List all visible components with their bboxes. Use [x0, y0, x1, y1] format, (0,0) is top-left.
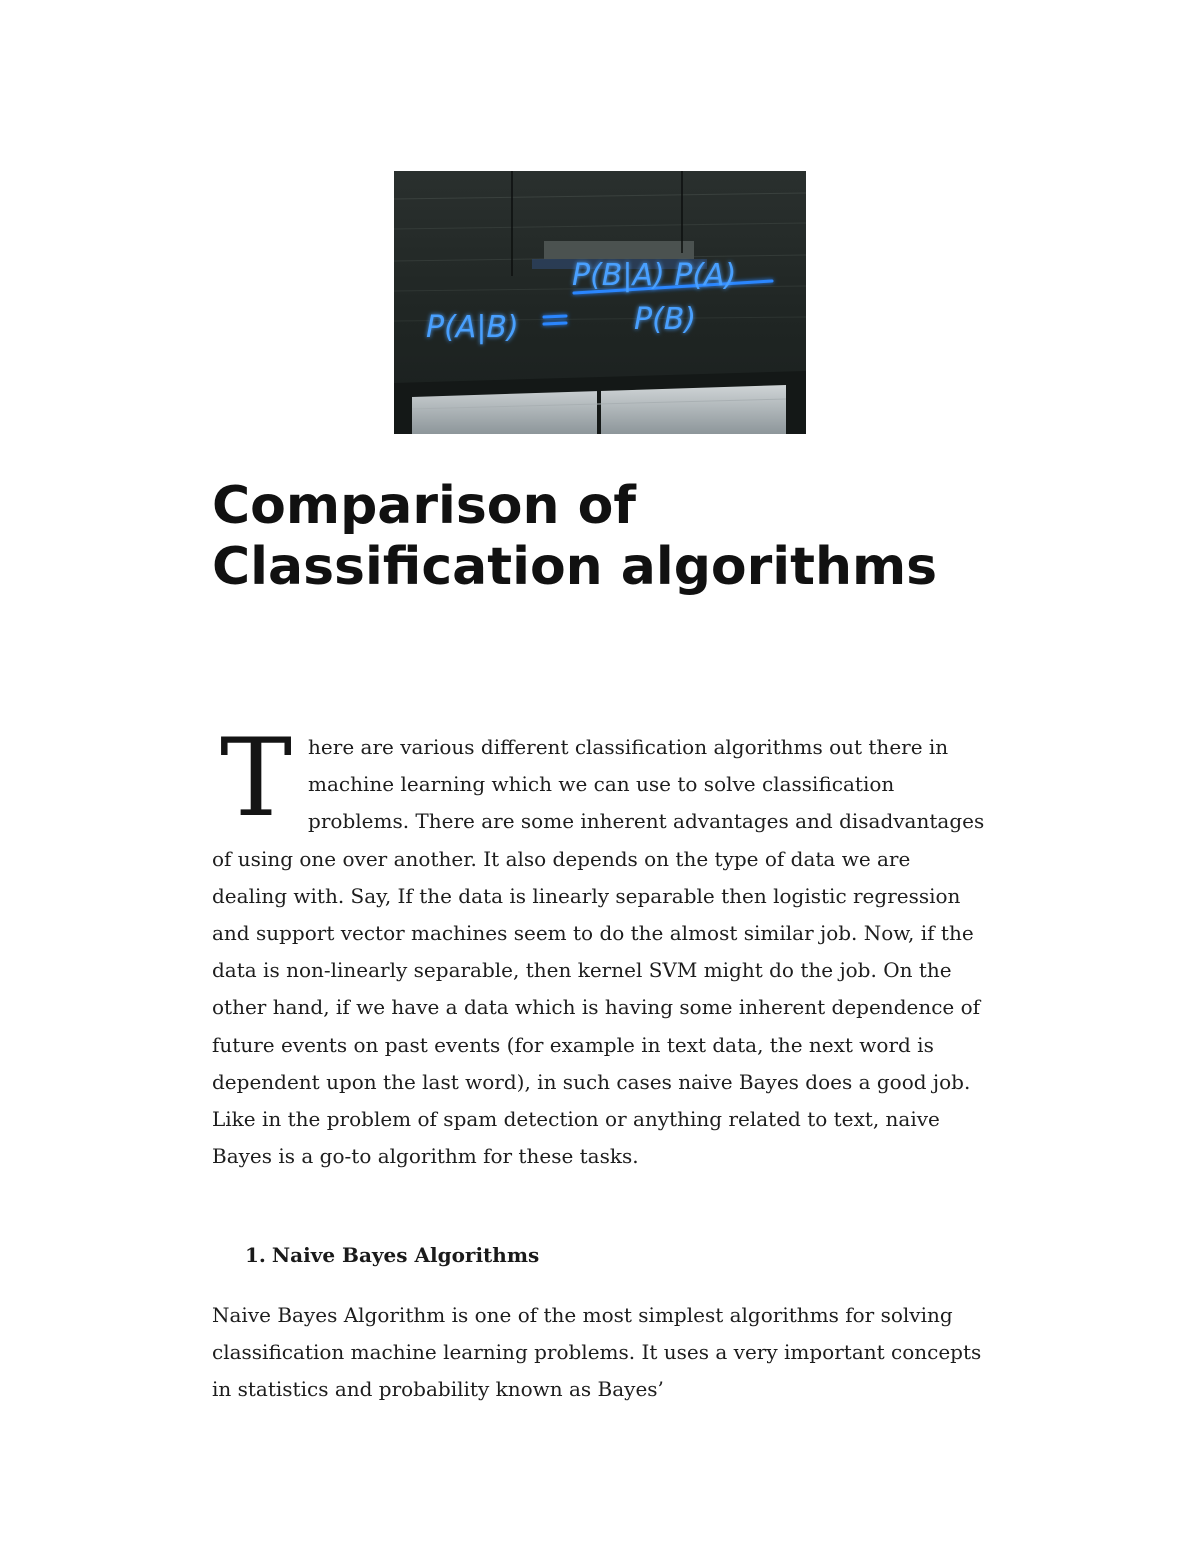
hero-image [394, 171, 806, 434]
section-heading-naive-bayes [245, 1238, 539, 1272]
section-number: 1. [245, 1243, 266, 1267]
formula-lhs: P(A|B) [426, 310, 519, 345]
formula-denominator: P(B) [634, 302, 697, 337]
formula-numerator: P(B|A) P(A) [572, 258, 737, 293]
intro-text: here are various different classification algorithms out there in machine learning which we can use to solve classification problems. There are some inherent advantages and disadvantages of using one over another. It also depends on the type of data we are dealing with. Say, If the data is linearly separable then logistic regression and support vector machines seem to do the almost similar job. Now, if the data is non-linearly separable, then kernel SVM might do the job. On the other hand, if we have a data which is having some inherent dependence of future events on past events (for example in text data, the next word is dependent upon the last word), in such cases naive Bayes does a good job. Like in the problem of spam detection or anything related to text, naive Bayes is a go-to algorithm for these tasks. [212, 735, 985, 1169]
intro-paragraph [212, 716, 987, 1175]
article-title: Comparison of Classification algorithms [212, 476, 938, 597]
bayes-neon-photo [394, 171, 806, 434]
drop-cap: T [220, 716, 293, 841]
naive-bayes-paragraph: Naive Bayes Algorithm is one of the most simplest algorithms for solving classification machine learning problems. It uses a very important concepts in statistics and probability known as Bayes’ [212, 1303, 982, 1402]
section-heading-text: Naive Bayes Algorithms [271, 1243, 540, 1267]
